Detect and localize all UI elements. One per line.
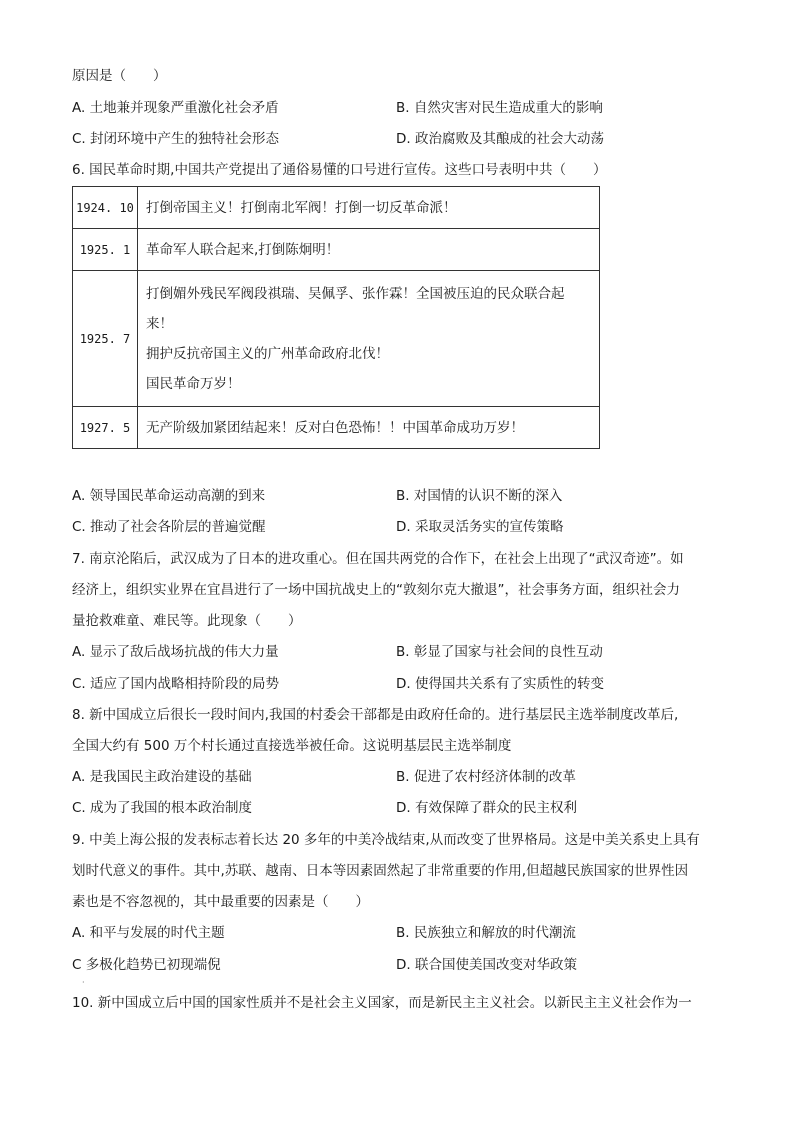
option-d: D. 有效保障了群众的民主权利 — [396, 800, 577, 816]
question-8: 8. 新中国成立后很长一段时间内,我国的村委会干部都是由政府任命的。进行基层民主选举制度改革后, — [72, 707, 679, 723]
option-c: C. 推动了社会各阶层的普遍觉醒 — [72, 519, 266, 535]
option-a: A. 是我国民主政治建设的基础 — [72, 769, 252, 785]
option-c: C. 适应了国内战略相持阶段的局势 — [72, 676, 280, 692]
stray-dot: · — [82, 978, 85, 987]
table-row — [73, 271, 600, 407]
question-7: 7. 南京沦陷后，武汉成为了日本的进攻重心。但在国共两党的合作下，在社会上出现了“武汉奇迹”。如 — [72, 551, 684, 567]
question-9: 9. 中美上海公报的发表标志着长达 20 多年的中美冷战结束,从而改变了世界格局。这是中美关系史上具有 — [72, 832, 700, 848]
option-c: C. 封闭环境中产生的独特社会形态 — [72, 131, 280, 147]
table-row — [73, 229, 600, 271]
question-10: 10. 新中国成立后中国的国家性质并不是社会主义国家，而是新民主主义社会。以新民主主义社会作为一 — [72, 995, 692, 1011]
table-row — [73, 187, 600, 229]
option-b: B. 自然灾害对民生造成重大的影响 — [396, 100, 603, 116]
option-a: A. 显示了敌后战场抗战的伟大力量 — [72, 644, 279, 660]
option-c: C. 成为了我国的根本政治制度 — [72, 800, 253, 816]
question-7-line: 经济上，组织实业界在宜昌进行了一场中国抗战史上的“敦刻尔克大撤退”，社会事务方面，组织社会力 — [72, 582, 680, 598]
option-d: D. 使得国共关系有了实质性的转变 — [396, 676, 604, 692]
table-date-cell: 1925. 7 — [73, 271, 138, 407]
option-a: A. 领导国民革命运动高潮的到来 — [72, 488, 266, 504]
option-d: D. 联合国使美国改变对华政策 — [396, 957, 577, 973]
question-7-line: 量抢救难童、难民等。此现象（ ） — [72, 613, 302, 629]
question-9-line: 划时代意义的事件。其中,苏联、越南、日本等因素固然起了非常重要的作用,但超越民族国家的世界性因 — [72, 863, 689, 879]
question-6: 6. 国民革命时期,中国共产党提出了通俗易懂的口号进行宣传。这些口号表明中共（ ） — [72, 162, 607, 178]
option-a: A. 和平与发展的时代主题 — [72, 925, 225, 941]
table-slogan-cell — [138, 407, 600, 449]
table-date-cell: 1927. 5 — [73, 407, 138, 449]
table-date-cell: 1924. 10 — [73, 187, 138, 229]
option-a: A. 土地兼并现象严重激化社会矛盾 — [72, 100, 279, 116]
table-slogan-cell — [138, 229, 600, 271]
table-slogan-cell — [138, 271, 600, 407]
slogan-line: 无产阶级加紧团结起来！反对白色恐怖！！中国革命成功万岁！ — [146, 419, 524, 436]
option-c: C 多极化趋势已初现端倪 — [72, 957, 221, 973]
slogan-line: 革命军人联合起来,打倒陈炯明！ — [146, 241, 340, 258]
slogan-line: 打倒媚外残民军阀段祺瑞、吴佩孚、张作霖！全国被压迫的民众联合起 — [146, 285, 565, 302]
option-d: D. 采取灵活务实的宣传策略 — [396, 519, 564, 535]
option-b: B. 彰显了国家与社会间的良性互动 — [396, 644, 603, 660]
table-date-cell: 1925. 1 — [73, 229, 138, 271]
slogan-line: 打倒帝国主义！打倒南北军阀！打倒一切反革命派！ — [146, 199, 457, 216]
option-d: D. 政治腐败及其酿成的社会大动荡 — [396, 131, 604, 147]
slogan-line: 国民革命万岁！ — [146, 375, 241, 392]
option-b: B. 促进了农村经济体制的改革 — [396, 769, 576, 785]
question-9-line: 素也是不容忽视的，其中最重要的因素是（ ） — [72, 894, 369, 910]
slogan-table — [72, 186, 600, 449]
table-slogan-cell — [138, 187, 600, 229]
option-b: B. 对国情的认识不断的深入 — [396, 488, 563, 504]
slogan-line: 来！ — [146, 315, 173, 332]
option-b: B. 民族独立和解放的时代潮流 — [396, 925, 576, 941]
question-stem-line: 原因是（ ） — [72, 68, 167, 84]
slogan-line: 拥护反抗帝国主义的广州革命政府北伐！ — [146, 345, 389, 362]
table-row — [73, 407, 600, 449]
question-8-line: 全国大约有 500 万个村长通过直接选举被任命。这说明基层民主选举制度 — [72, 738, 512, 754]
